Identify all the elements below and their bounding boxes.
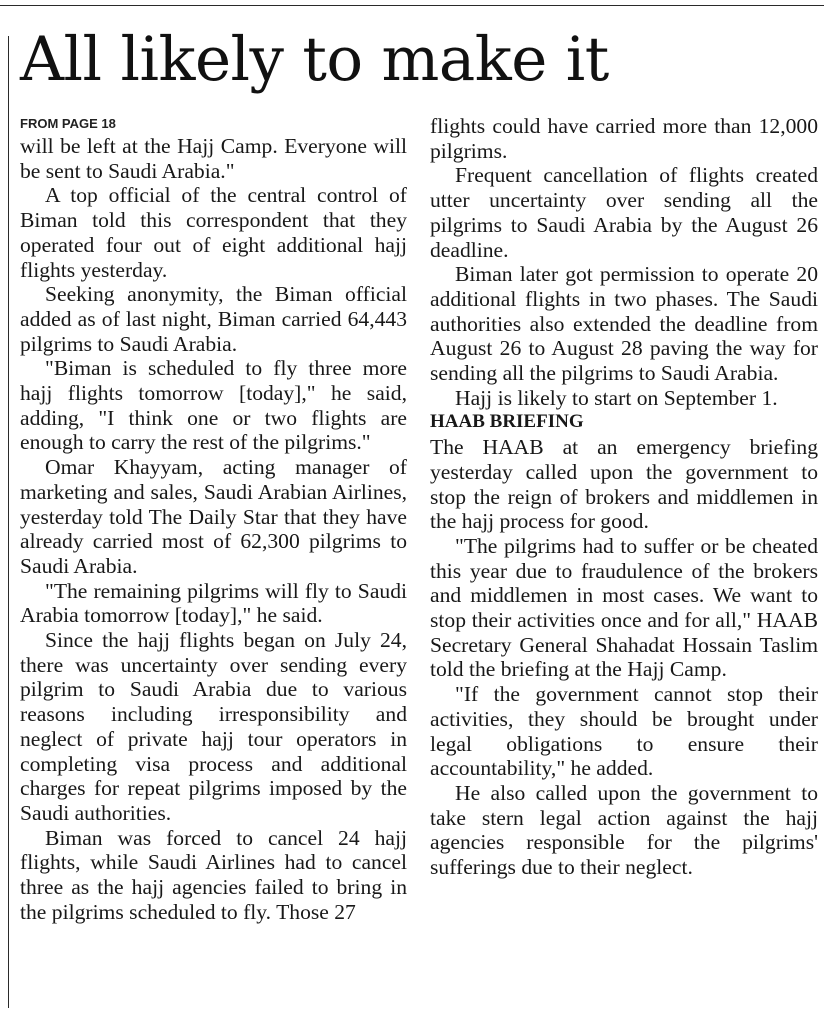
paragraph: Seeking anonymity, the Biman official added as of last night, Biman carried 64,443 pilgrims to Saudi Arabia. <box>20 282 407 356</box>
paragraph: Biman later got permission to operate 20 additional flights in two phases. The Saudi authorities also extended the deadline from August 26 to August 28 paving the way for sending all the pilgrims to Saudi Arabia. <box>430 262 818 386</box>
paragraph: Since the hajj flights began on July 24, there was uncertainty over sending every pilgrim to Saudi Arabia due to various reasons including irresponsibility and neglect of private hajj tour operators in completing visa process and additional charges for repeat pilgrims imposed by the Saudi authorities. <box>20 628 407 825</box>
paragraph: The HAAB at an emergency briefing yesterday called upon the government to stop the reign of brokers and middlemen in the hajj process for good. <box>430 435 818 534</box>
paragraph: Omar Khayyam, acting manager of marketing and sales, Saudi Arabian Airlines, yesterday told The Daily Star that they have already carried most of 62,300 pilgrims to Saudi Arabia. <box>20 455 407 578</box>
paragraph: flights could have carried more than 12,000 pilgrims. <box>430 114 818 163</box>
subhead: HAAB BRIEFING <box>430 411 584 433</box>
paragraph: "Biman is scheduled to fly three more hajj flights tomorrow [today]," he said, adding, "I think one or two flights are enough to carry the rest of the pilgrims." <box>20 356 407 455</box>
paragraph: "If the government cannot stop their activities, they should be brought under legal obligations to ensure their accountability," he added. <box>430 682 818 781</box>
paragraph: will be left at the Hajj Camp. Everyone will be sent to Saudi Arabia." <box>20 134 407 183</box>
paragraph: "The remaining pilgrims will fly to Saudi Arabia tomorrow [today]," he said. <box>20 578 407 628</box>
paragraph: Biman was forced to cancel 24 hajj flights, while Saudi Airlines had to cancel three as the hajj agencies failed to bring in the pilgrims scheduled to fly. Those 27 <box>20 825 407 924</box>
paragraph: He also called upon the government to take stern legal action against the hajj agencies responsible for the pilgrims' sufferings due to their neglect. <box>430 780 818 880</box>
continued-from-label: FROM PAGE 18 <box>20 116 116 131</box>
paragraph: Frequent cancellation of flights created utter uncertainty over sending all the pilgrims to Saudi Arabia by the August 26 deadline. <box>430 163 818 262</box>
top-rule <box>0 5 824 6</box>
paragraph: A top official of the central control of Biman told this correspondent that they operated four out of eight additional hajj flights yesterday. <box>20 183 407 282</box>
paragraph: "The pilgrims had to suffer or be cheated this year due to fraudulence of the brokers and middlemen in most cases. We want to stop their activities once and for all," HAAB Secretary General Shahadat Hossain Taslim told the briefing at the Hajj Camp. <box>430 533 818 682</box>
paragraph: Hajj is likely to start on September 1. <box>455 385 778 410</box>
article-column-left <box>20 114 407 925</box>
left-column-rule <box>8 36 9 1008</box>
article-column-right <box>430 114 818 880</box>
headline: All likely to make it <box>20 24 609 95</box>
